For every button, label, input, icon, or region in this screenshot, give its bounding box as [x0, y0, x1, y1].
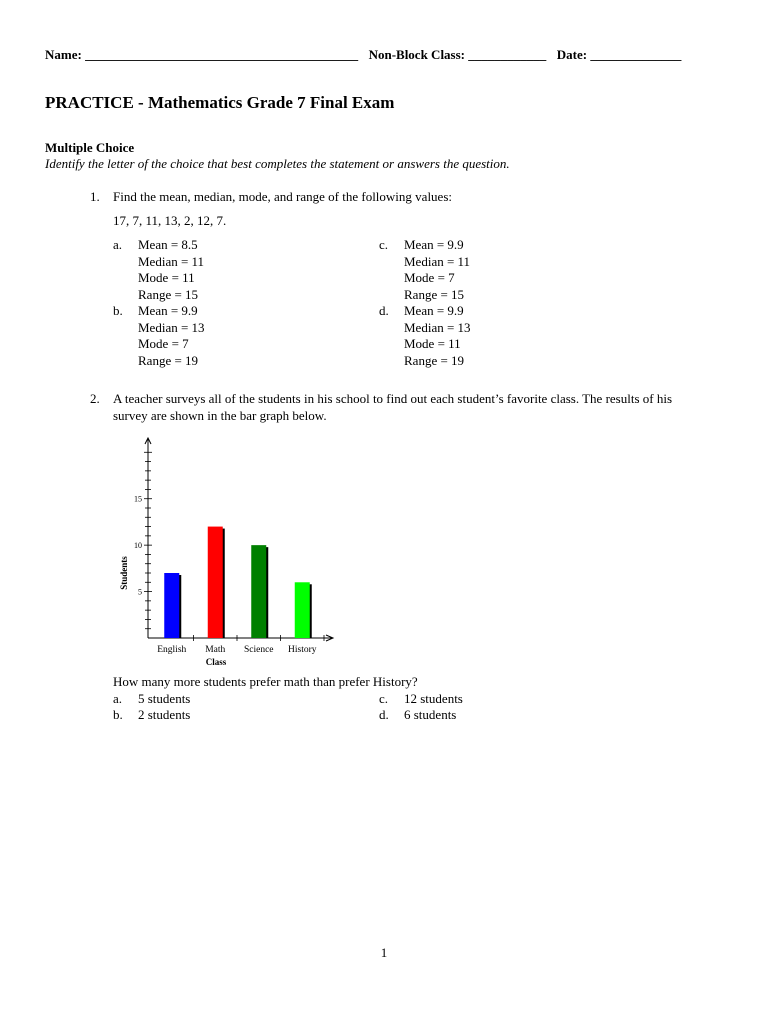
question-number: 2. [90, 391, 100, 406]
y-axis-title: Students [119, 556, 129, 590]
option-line: Mean = 9.9 [138, 303, 198, 318]
date-label: Date: [556, 47, 588, 62]
x-tick-label: History [288, 645, 317, 655]
option-text: 6 students [404, 707, 457, 722]
bar-math [208, 527, 223, 638]
exam-title: PRACTICE - Mathematics Grade 7 Final Exam [45, 93, 395, 112]
option-line: Mean = 9.9 [404, 303, 464, 318]
option-letter: d. [379, 303, 389, 318]
bar-english [164, 573, 179, 638]
option-letter: c. [379, 691, 389, 706]
student-info-header [45, 47, 725, 63]
question-text: A teacher surveys all of the students in his school to find out each student’s favorite class. The results of his [113, 391, 673, 406]
option-letter: c. [379, 237, 389, 252]
option-letter: d. [379, 707, 389, 722]
option-line: Range = 19 [404, 352, 465, 368]
class-label: Non-Block Class: [368, 47, 466, 62]
option-line: Mode = 11 [138, 270, 195, 286]
question-1-values: 17, 7, 11, 13, 2, 12, 7. [113, 213, 227, 228]
option-line: Range = 15 [138, 286, 199, 302]
favorite-class-bar-chart [110, 437, 340, 667]
question-2-prompt: How many more students prefer math than prefer History? [113, 674, 418, 689]
question-text-continued: survey are shown in the bar graph below. [113, 408, 327, 423]
section-instructions: Identify the letter of the choice that best completes the statement or answers the question. [45, 156, 510, 171]
option-letter: a. [113, 691, 123, 706]
x-axis-title: Class [205, 657, 227, 667]
option-line: Median = 13 [404, 319, 471, 335]
option-line: Mode = 7 [138, 336, 189, 352]
option-text: 2 students [138, 707, 191, 722]
option-line: Mode = 11 [404, 336, 461, 352]
date-blank: ______________ [590, 47, 682, 62]
section-title: Multiple Choice [45, 140, 135, 155]
option-line: Median = 11 [138, 253, 205, 269]
page-number: 1 [380, 945, 388, 960]
x-tick-label: Math [205, 645, 226, 655]
question-number: 1. [90, 189, 100, 204]
option-letter: b. [113, 303, 123, 318]
option-text: 5 students [138, 691, 191, 706]
bar-science [251, 545, 266, 638]
option-line: Range = 19 [138, 352, 199, 368]
option-line: Mode = 7 [404, 270, 455, 286]
option-letter: b. [113, 707, 123, 722]
x-tick-label: Science [243, 645, 274, 655]
option-text: 12 students [404, 691, 463, 706]
x-tick-label: English [157, 645, 187, 655]
class-blank: ____________ [468, 47, 547, 62]
name-label: Name: [45, 47, 82, 62]
y-tick-label: 10 [134, 541, 142, 551]
y-tick-label: 15 [134, 494, 142, 504]
name-blank: __________________________________________ [85, 47, 359, 62]
option-letter: a. [113, 237, 123, 252]
option-line: Median = 11 [404, 253, 471, 269]
y-tick-label: 5 [138, 587, 142, 597]
option-line: Range = 15 [404, 286, 465, 302]
bar-history [295, 582, 310, 638]
chart-bars [164, 527, 312, 638]
option-line: Mean = 8.5 [138, 237, 198, 252]
question-text: Find the mean, median, mode, and range of the following values: [113, 189, 452, 204]
option-line: Median = 13 [138, 319, 205, 335]
option-line: Mean = 9.9 [404, 237, 464, 252]
